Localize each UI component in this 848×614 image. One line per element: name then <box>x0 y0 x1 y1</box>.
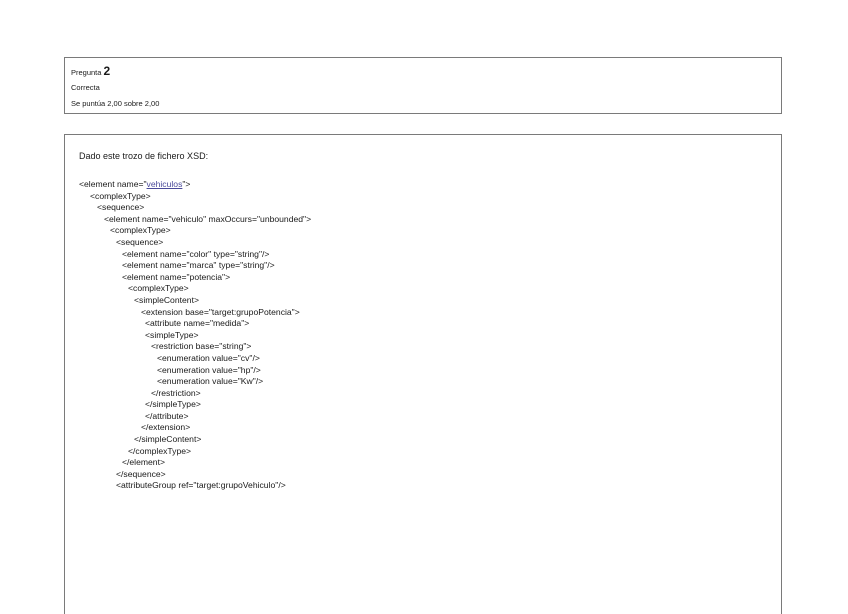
code-text: <element name=" <box>79 179 147 189</box>
code-line: </simpleType> <box>145 399 201 410</box>
code-line: <attribute name="medida"> <box>145 318 250 329</box>
code-line: <enumeration value="Kw"/> <box>157 376 264 387</box>
code-line: <simpleType> <box>145 329 199 340</box>
code-line: </restriction> <box>151 387 201 398</box>
code-line <box>79 179 311 191</box>
code-line: <sequence> <box>116 236 164 247</box>
question-number <box>71 64 110 78</box>
code-line: </simpleContent> <box>134 434 202 445</box>
question-info-box <box>64 57 782 114</box>
question-state: Correcta <box>71 83 100 92</box>
code-line: <attributeGroup ref="target:grupoVehiculo"/> <box>116 480 286 491</box>
code-line: <element name="color" type="string"/> <box>122 248 270 259</box>
code-line: <element name="vehiculo" maxOccurs="unbounded"> <box>104 213 312 224</box>
question-label: Pregunta <box>71 68 102 77</box>
code-line: <restriction base="string"> <box>151 341 252 352</box>
vehiculos-link[interactable]: vehiculos <box>146 179 183 189</box>
question-grade: Se puntúa 2,00 sobre 2,00 <box>71 99 160 108</box>
question-number-value: 2 <box>103 64 111 78</box>
code-line: <simpleContent> <box>134 294 199 305</box>
code-text: "> <box>182 179 191 189</box>
code-line: <complexType> <box>128 283 189 294</box>
code-line: <complexType> <box>110 225 171 236</box>
code-line: <extension base="target:grupoPotencia"> <box>141 306 300 317</box>
code-line: <sequence> <box>97 202 145 213</box>
code-line: </sequence> <box>116 468 166 479</box>
question-text: Dado este trozo de fichero XSD: <box>79 151 209 161</box>
code-line: <complexType> <box>90 190 151 201</box>
code-line: </element> <box>122 457 165 468</box>
xsd-code-block <box>79 179 311 492</box>
code-line: </complexType> <box>128 445 192 456</box>
code-line: </attribute> <box>145 410 189 421</box>
code-line: <enumeration value="hp"/> <box>157 364 261 375</box>
code-line: <element name="potencia"> <box>122 271 231 282</box>
code-line: </extension> <box>141 422 191 433</box>
question-content <box>64 134 782 614</box>
code-line: <element name="marca" type="string"/> <box>122 260 275 271</box>
code-line: <enumeration value="cv"/> <box>157 352 260 363</box>
